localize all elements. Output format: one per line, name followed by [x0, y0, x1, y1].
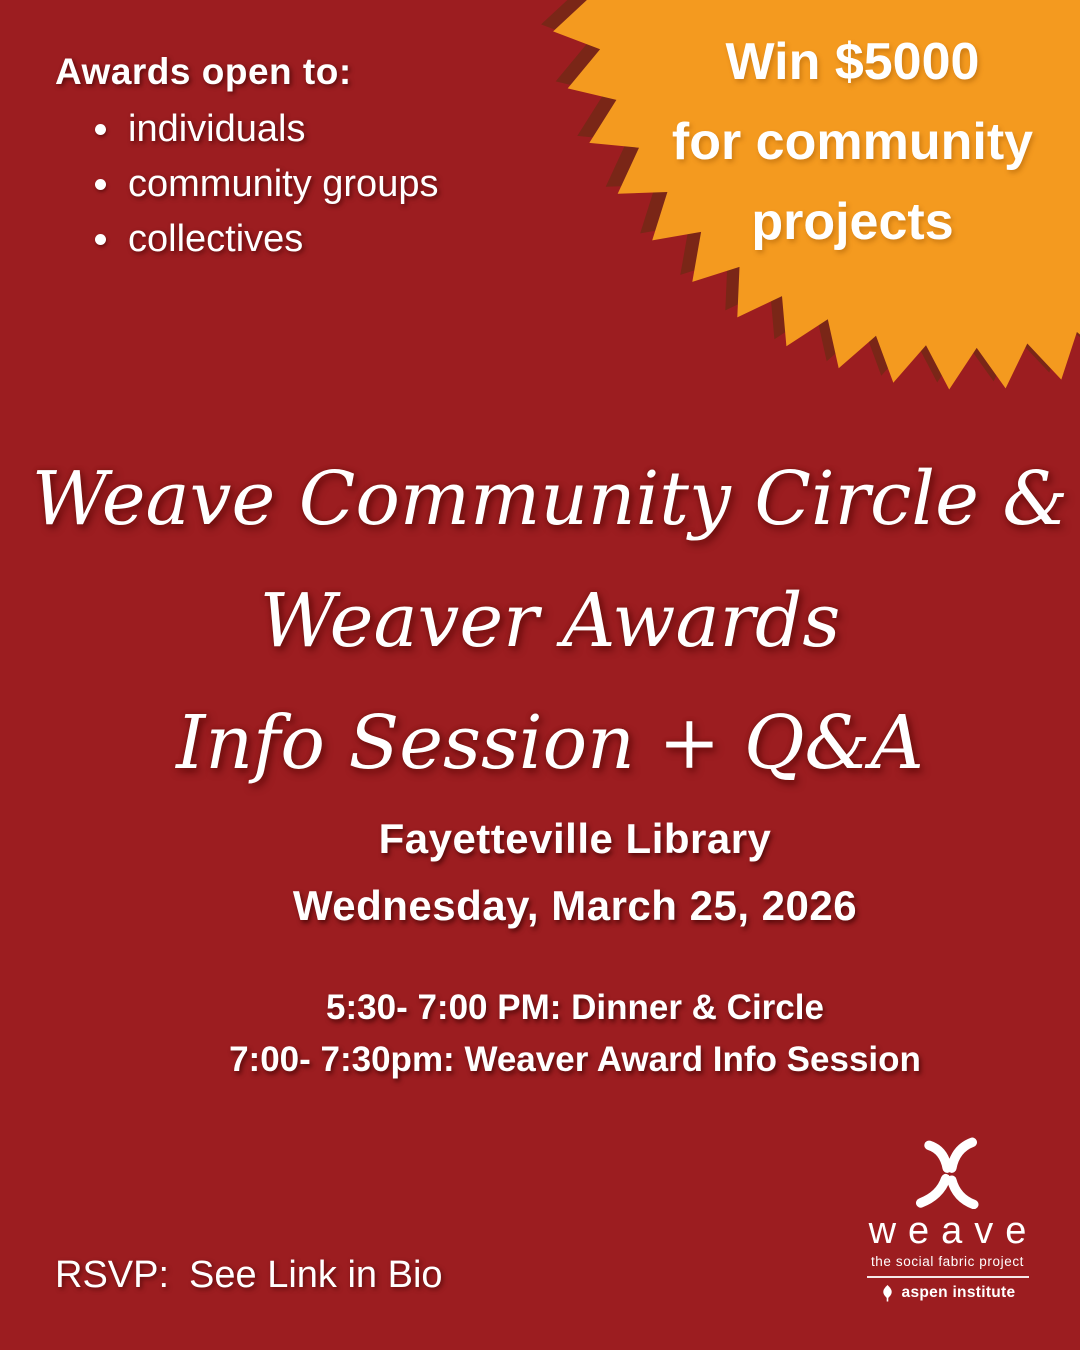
bullet-dot-icon — [95, 179, 106, 190]
awards-list — [55, 102, 575, 267]
rsvp-line — [55, 1252, 443, 1298]
event-date: Wednesday, March 25, 2026 — [292, 882, 858, 929]
prize-line: Win $5000 — [725, 33, 980, 91]
bullet-dot-icon — [95, 234, 106, 245]
weave-logo — [850, 1137, 1045, 1302]
prize-line: for community — [671, 113, 1034, 171]
schedule-line: 7:00- 7:30pm: Weaver Award Info Session — [229, 1040, 921, 1079]
schedule-line: 5:30- 7:00 PM: Dinner & Circle — [326, 988, 824, 1027]
schedule-block — [35, 982, 1080, 1086]
list-item — [55, 102, 575, 157]
title-line: Weave Community Circle & — [31, 456, 1069, 542]
event-title — [10, 438, 1080, 804]
list-item — [55, 157, 575, 212]
weave-wordmark: weave — [868, 1210, 1039, 1252]
list-item — [55, 212, 575, 267]
award-item-label: collectives — [128, 218, 304, 260]
aspen-institute-label: aspen institute — [901, 1284, 1016, 1301]
title-line: Info Session + Q&A — [176, 700, 924, 786]
venue-name: Fayetteville Library — [378, 815, 772, 862]
award-item-label: individuals — [128, 108, 306, 150]
weave-mark-icon — [909, 1137, 987, 1209]
bullet-dot-icon — [95, 124, 106, 135]
prize-burst-text — [600, 22, 1080, 262]
venue-block — [35, 805, 1080, 939]
weave-tagline: the social fabric project — [870, 1254, 1025, 1269]
title-line: Weaver Awards — [259, 578, 841, 664]
aspen-leaf-icon — [880, 1285, 895, 1302]
rsvp-label: RSVP: — [55, 1254, 170, 1296]
prize-line: projects — [751, 193, 954, 251]
rsvp-value: See Link in Bio — [189, 1254, 443, 1296]
logo-divider — [867, 1276, 1029, 1278]
awards-heading: Awards open to: — [55, 51, 352, 92]
award-item-label: community groups — [128, 163, 439, 205]
awards-panel — [55, 50, 575, 267]
aspen-institute-row — [880, 1284, 1016, 1302]
